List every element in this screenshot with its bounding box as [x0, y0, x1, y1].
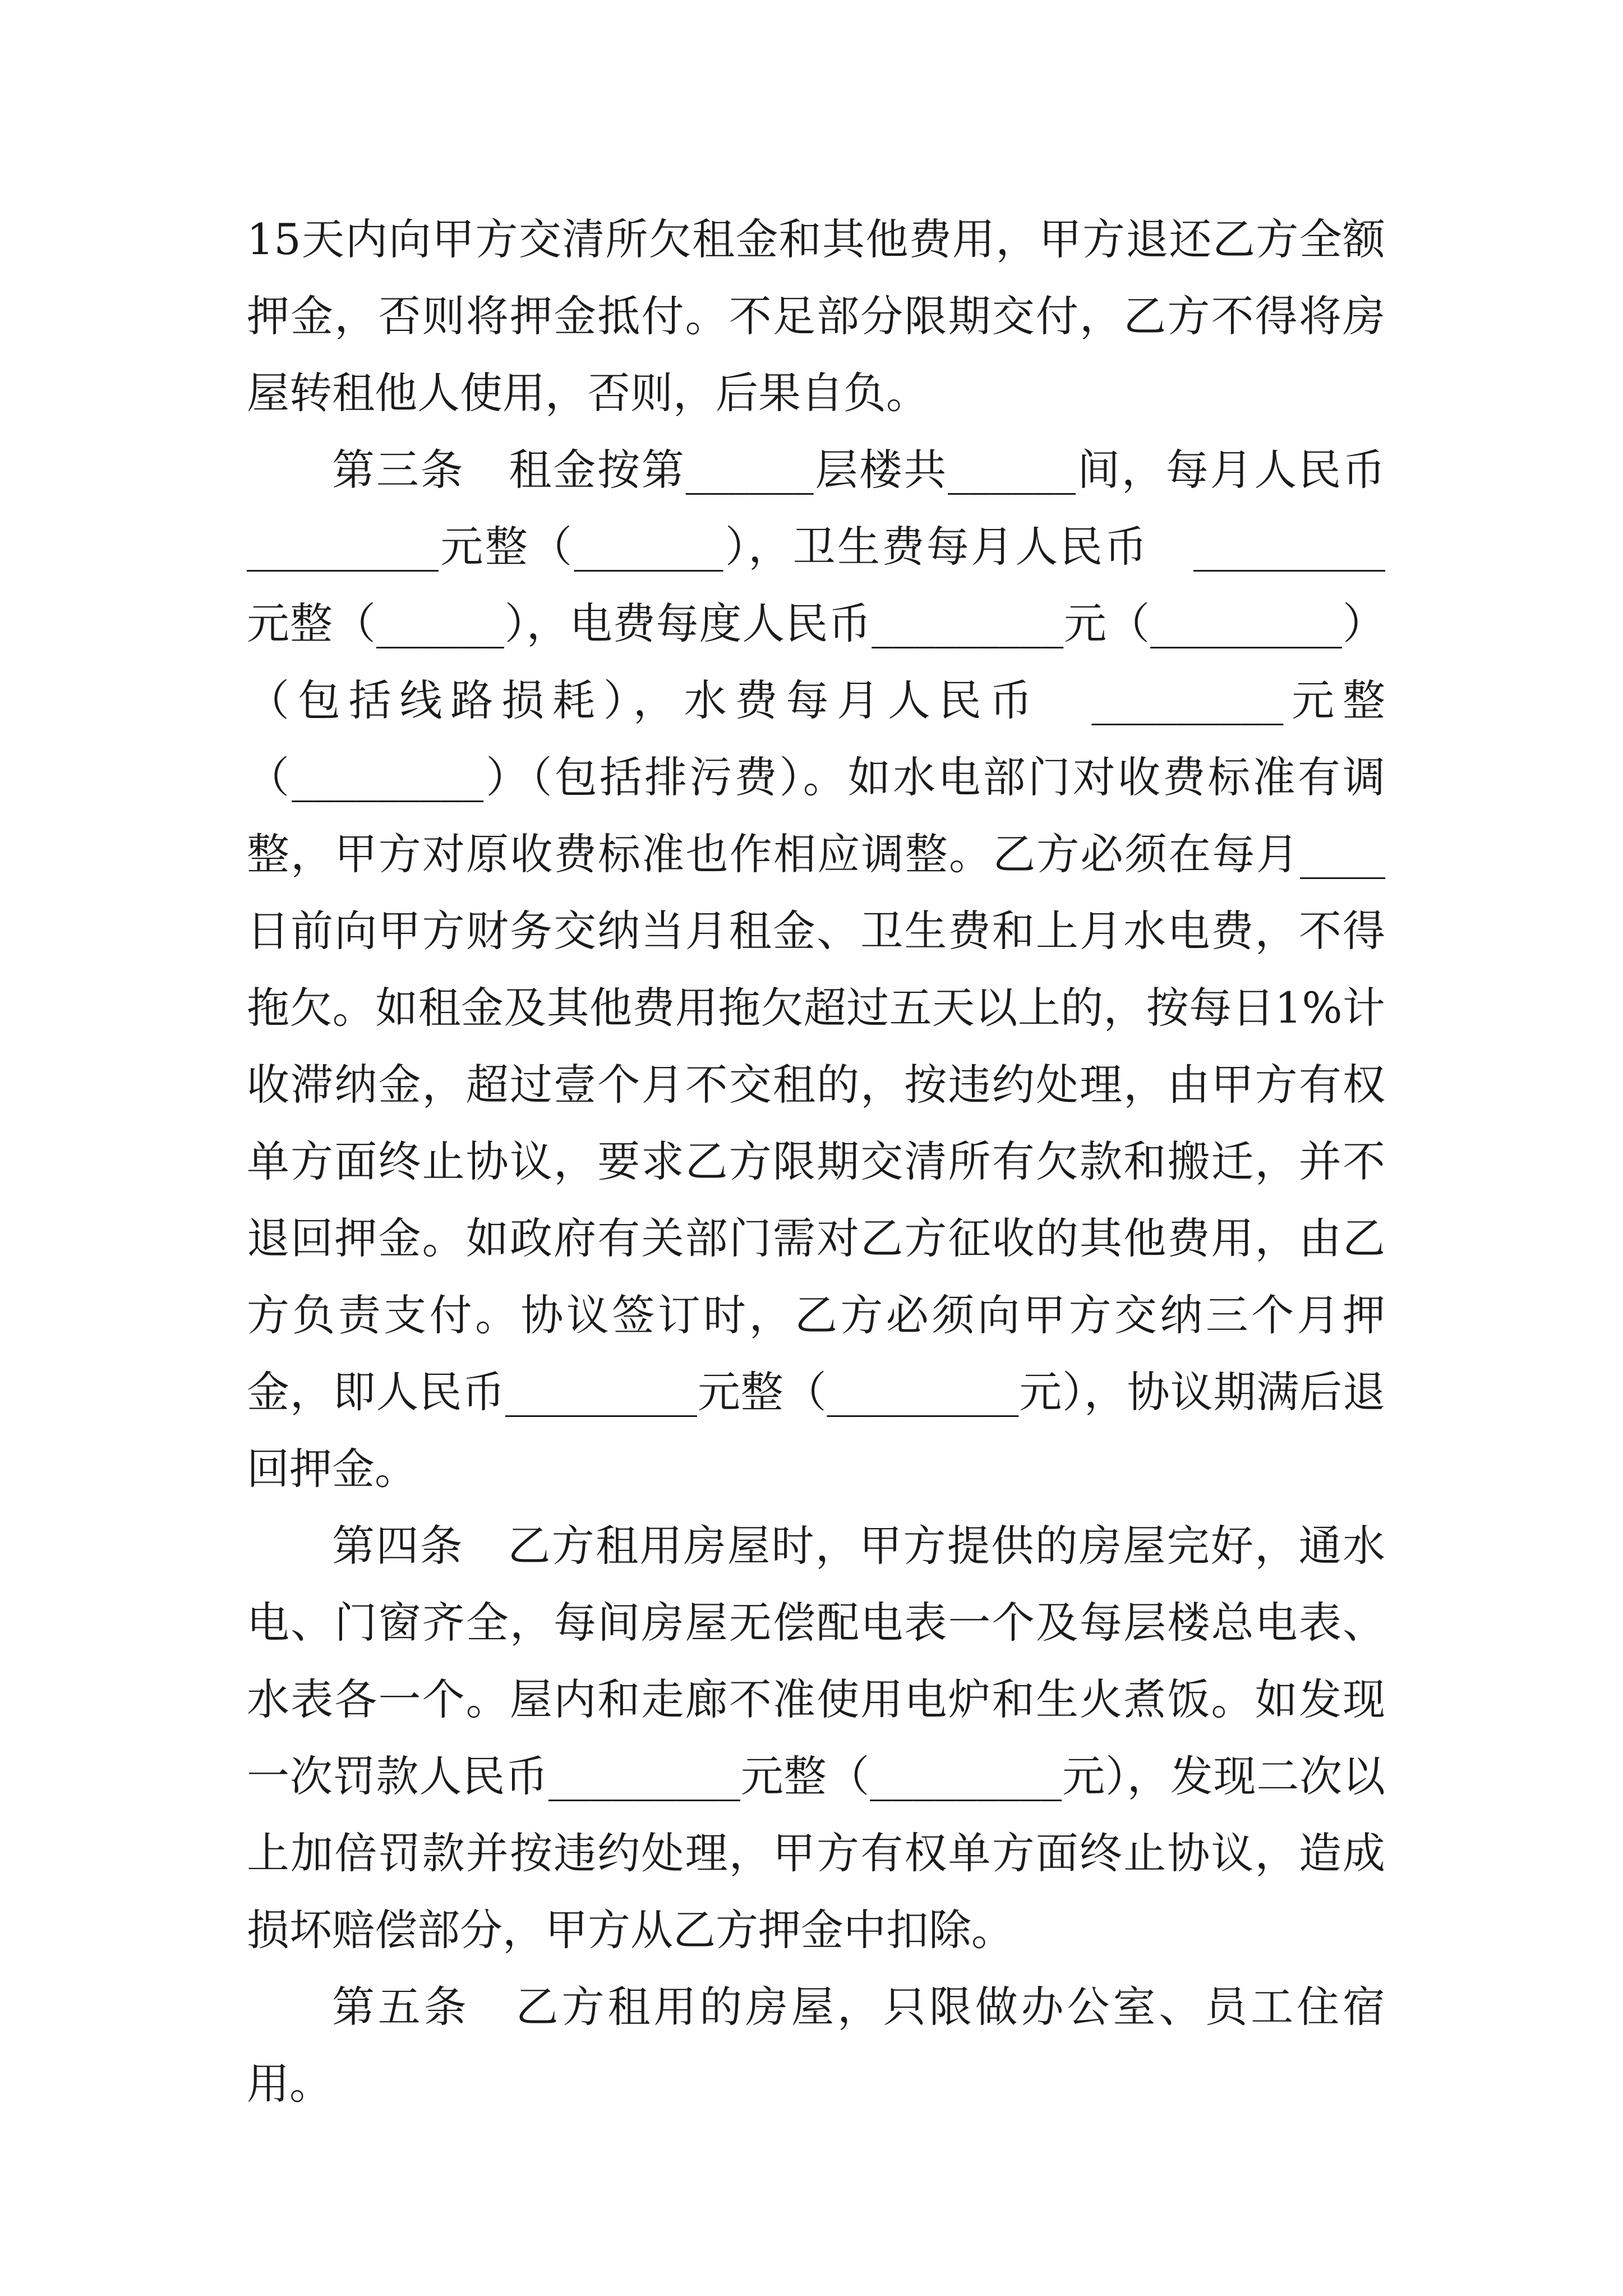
paragraph-article-4: 第四条 乙方租用房屋时，甲方提供的房屋完好，通水电、门窗齐全，每间房屋无偿配电表一个及每层楼总电表、水表各一个。屋内和走廊不准使用电炉和生火煮饭。如发现一次罚款人民币_________元整（_________元），发现二次以上加倍罚款并按违约处理，甲方有权单方面终止协议，造成损坏赔偿部分，甲方从乙方押金中扣除。	[247, 1521, 1385, 1955]
contract-body	[247, 201, 1385, 2122]
paragraph-article-5: 第五条 乙方租用的房屋，只限做办公室、员工住宿用。	[247, 1982, 1385, 2109]
paragraph-continuation: 15天内向甲方交清所欠租金和其他费用，甲方退还乙方全额押金，否则将押金抵付。不足部分限期交付，乙方不得将房屋转租他人使用，否则，后果自负。	[247, 214, 1385, 418]
paragraph-article-3: 第三条 租金按第______层楼共______间，每月人民币_________元整（_______），卫生费每月人民币 _________元整（______），电费每度人民币_________元（_________）（包括线路损耗），水费每月人民币 _________元整（_________）（包括排污费）。如水电部门对收费标准有调整，甲方对原收费标准也作相应调整。乙方必须在每月____日前向甲方财务交纳当月租金、卫生费和上月水电费，不得拖欠。如租金及其他费用拖欠超过五天以上的，按每日1%计收滞纳金，超过壹个月不交租的，按违约处理，由甲方有权单方面终止协议，要求乙方限期交清所有欠款和搬迁，并不退回押金。如政府有关部门需对乙方征收的其他费用，由乙方负责支付。协议签订时，乙方必须向甲方交纳三个月押金，即人民币_________元整（_________元），协议期满后退回押金。	[247, 445, 1385, 1494]
